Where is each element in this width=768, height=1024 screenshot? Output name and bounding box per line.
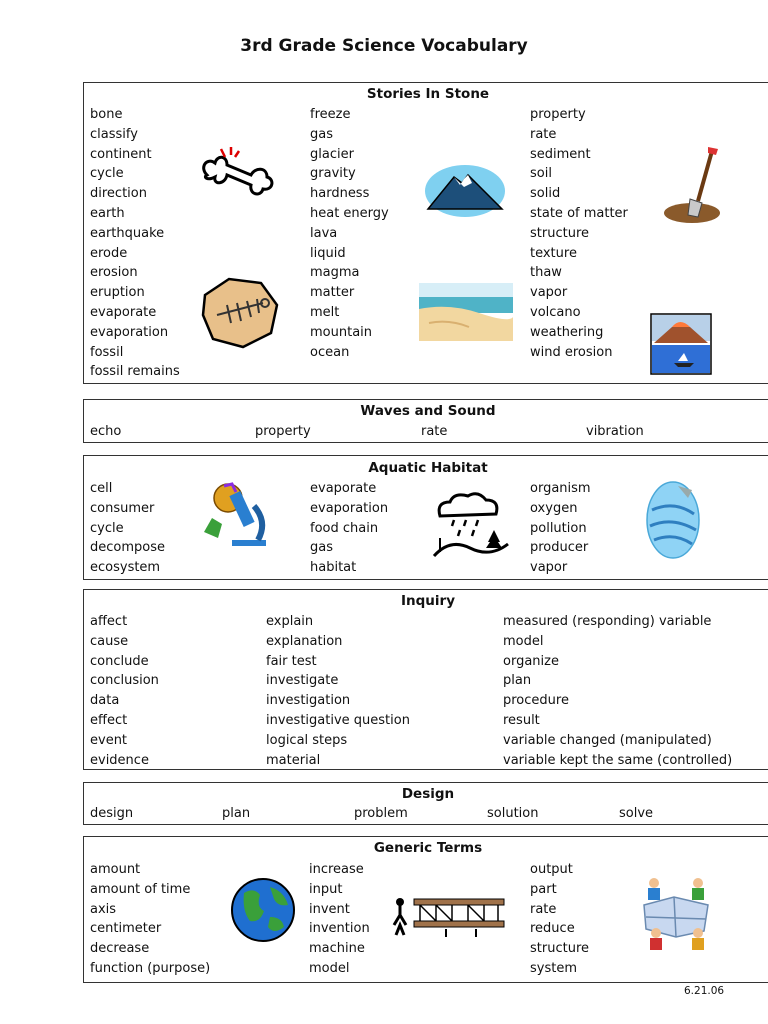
vocab-word: rate <box>530 901 557 917</box>
vocab-word: part <box>530 881 557 897</box>
vocab-word: consumer <box>90 500 155 516</box>
vocab-word: fair test <box>266 653 317 669</box>
vocab-word: effect <box>90 712 128 728</box>
vocab-word: soil <box>530 166 552 182</box>
word-column-3 <box>503 612 732 770</box>
word-column-2 <box>266 612 410 770</box>
word-column-2 <box>310 479 388 578</box>
vocab-word: cell <box>90 481 113 496</box>
vocab-word: classify <box>90 126 138 142</box>
vocab-word: evaporate <box>90 304 157 320</box>
vocab-word: investigative question <box>266 712 410 728</box>
vocab-word: texture <box>530 245 577 261</box>
vocab-word: liquid <box>310 245 346 261</box>
vocab-word: amount <box>90 862 141 877</box>
vocab-word: decrease <box>90 941 150 957</box>
vocab-word: data <box>90 693 120 709</box>
vocab-word: glacier <box>310 146 354 162</box>
section-heading: Inquiry <box>401 593 455 609</box>
word: property <box>255 424 311 439</box>
vocab-word: system <box>530 960 577 976</box>
section-generic-terms <box>83 836 768 983</box>
word: solution <box>487 806 539 821</box>
vocab-word: solid <box>530 186 561 202</box>
mountain-icon <box>424 163 506 219</box>
vocab-word: explanation <box>266 633 343 649</box>
vocab-word: state of matter <box>530 205 628 221</box>
word-column-2 <box>310 105 389 362</box>
globe-icon <box>230 877 296 943</box>
vocab-word: food chain <box>310 520 379 536</box>
vocab-word: evidence <box>90 752 149 768</box>
vocab-word: oxygen <box>530 500 578 516</box>
water-icon <box>644 480 702 560</box>
puzzle-people-icon <box>636 875 716 959</box>
vocab-word: amount of time <box>90 881 191 897</box>
vocab-word: cycle <box>90 166 124 182</box>
vocab-word: variable changed (manipulated) <box>503 732 712 748</box>
section-waves-and-sound <box>83 399 768 443</box>
airplane-icon <box>386 895 510 945</box>
vocab-word: earthquake <box>90 225 165 241</box>
vocab-word: invent <box>309 901 350 917</box>
vocab-word: habitat <box>310 560 357 576</box>
vocab-word: wind erosion <box>530 344 613 360</box>
vocab-word: weathering <box>530 324 604 340</box>
date-stamp: 6.21.06 <box>684 985 725 997</box>
vocab-word: procedure <box>503 693 569 709</box>
vocab-word: gas <box>310 540 333 556</box>
vocab-word: continent <box>90 146 152 162</box>
shovel-icon <box>662 145 724 225</box>
vocab-word: cause <box>90 633 129 649</box>
vocab-word: machine <box>309 941 365 957</box>
vocab-word: matter <box>310 285 355 301</box>
vocab-word: gas <box>310 126 333 142</box>
section-heading: Aquatic Habitat <box>368 460 488 476</box>
vocab-word: organism <box>530 481 591 496</box>
vocab-word: vapor <box>530 285 568 301</box>
vocab-word: decompose <box>90 540 165 556</box>
section-heading: Stories In Stone <box>366 86 490 102</box>
vocab-word: input <box>309 881 343 897</box>
section-design <box>83 782 768 825</box>
word-column-3 <box>530 860 589 979</box>
vocab-word: pollution <box>530 520 587 536</box>
vocab-word: ecosystem <box>90 560 161 576</box>
vocab-word: property <box>530 107 586 122</box>
vocab-word: evaporation <box>310 500 389 516</box>
section-stories-in-stone <box>83 82 768 384</box>
vocab-word: erosion <box>90 265 138 281</box>
vocab-word: conclusion <box>90 673 159 689</box>
vocab-word: heat energy <box>310 205 389 221</box>
vocab-word: sediment <box>530 146 591 162</box>
vocab-word: reduce <box>530 921 575 937</box>
word-column-2 <box>309 860 370 979</box>
section-heading: Design <box>401 786 455 802</box>
vocab-word: fossil <box>90 344 124 360</box>
bone-icon <box>199 145 279 197</box>
vocab-word: hardness <box>310 186 370 202</box>
vocab-word: volcano <box>530 304 581 320</box>
microscope-icon <box>202 482 274 552</box>
word-column-1 <box>90 479 165 578</box>
vocab-word: model <box>503 633 544 649</box>
vocab-word: bone <box>90 107 123 122</box>
section-heading: Generic Terms <box>373 840 483 856</box>
vocab-word: ocean <box>310 344 350 360</box>
vocab-word: earth <box>90 205 125 221</box>
word: echo <box>90 424 122 439</box>
vocab-word: magma <box>310 265 360 281</box>
vocab-word: centimeter <box>90 921 162 937</box>
word-column-3 <box>530 105 628 362</box>
vocab-word: increase <box>309 862 364 877</box>
vocab-word: output <box>530 862 573 877</box>
vocab-word: melt <box>310 304 340 320</box>
vocab-word: thaw <box>530 265 562 281</box>
vocab-word: event <box>90 732 128 748</box>
vocab-word: erode <box>90 245 128 261</box>
vocab-word: measured (responding) variable <box>503 614 712 629</box>
word: vibration <box>586 424 644 439</box>
vocab-word: investigation <box>266 693 351 709</box>
page-title: 3rd Grade Science Vocabulary <box>240 36 528 56</box>
word: problem <box>354 806 408 821</box>
vocab-word: logical steps <box>266 732 348 748</box>
vocab-word: freeze <box>310 107 351 122</box>
vocab-word: mountain <box>310 324 373 340</box>
vocab-word: plan <box>503 673 532 689</box>
word: design <box>90 806 134 821</box>
vocab-word: variable kept the same (controlled) <box>503 752 733 768</box>
word: solve <box>619 806 654 821</box>
vocab-word: producer <box>530 540 589 556</box>
vocab-word: evaporate <box>310 481 377 496</box>
vocab-word: organize <box>503 653 559 669</box>
vocab-word: explain <box>266 614 314 629</box>
section-aquatic-habitat <box>83 455 768 580</box>
vocab-word: fossil remains <box>90 364 180 380</box>
word-row <box>90 424 766 442</box>
vocab-word: invention <box>309 921 370 937</box>
vocab-word: lava <box>310 225 338 241</box>
volcano-icon <box>650 313 712 375</box>
rain-cloud-icon <box>430 490 510 560</box>
vocab-word: gravity <box>310 166 356 182</box>
section-inquiry <box>83 589 768 770</box>
vocab-word: eruption <box>90 285 145 301</box>
vocab-word: structure <box>530 941 589 957</box>
vocab-word: vapor <box>530 560 568 576</box>
vocab-word: direction <box>90 186 147 202</box>
word-column-1 <box>90 860 210 979</box>
vocab-word: model <box>309 960 350 976</box>
word-row <box>90 806 766 824</box>
vocab-word: structure <box>530 225 589 241</box>
beach-icon <box>419 283 513 341</box>
vocab-word: cycle <box>90 520 124 536</box>
vocab-word: conclude <box>90 653 149 669</box>
vocab-word: axis <box>90 901 117 917</box>
section-heading: Waves and Sound <box>360 403 496 419</box>
vocab-word: material <box>266 752 321 768</box>
fossil-icon <box>199 275 281 349</box>
vocab-word: affect <box>90 614 128 629</box>
word-column-1 <box>90 105 180 382</box>
vocab-word: result <box>503 712 540 728</box>
vocab-word: function (purpose) <box>90 960 211 976</box>
word: rate <box>421 424 448 439</box>
word-column-3 <box>530 479 591 578</box>
vocab-word: evaporation <box>90 324 169 340</box>
word: plan <box>222 806 251 821</box>
vocab-word: rate <box>530 126 557 142</box>
word-column-1 <box>90 612 159 770</box>
vocab-word: investigate <box>266 673 339 689</box>
